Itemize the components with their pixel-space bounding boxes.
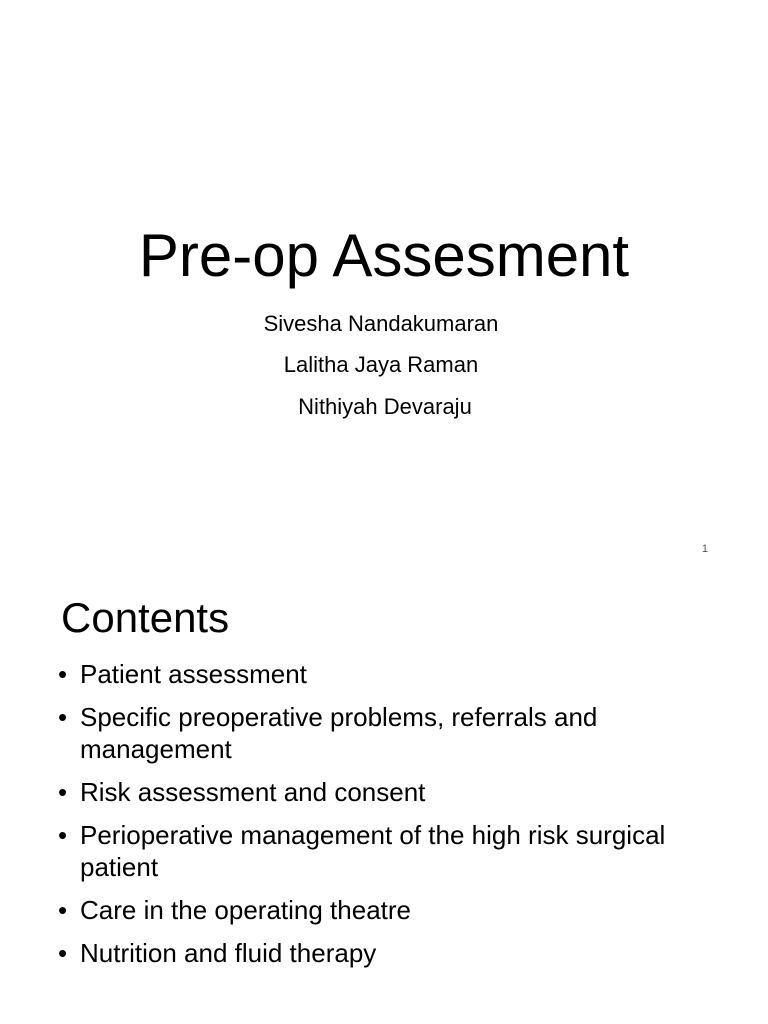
bullet-icon: • [58, 938, 68, 968]
contents-title: Contents [61, 594, 230, 641]
list-item [58, 658, 718, 690]
list-item-text: Perioperative management of the high risk surgical patient [80, 820, 666, 882]
bullet-icon: • [58, 702, 68, 732]
presentation-title: Pre-op Assesment [138, 222, 630, 289]
list-item [58, 819, 718, 883]
list-item-text: Patient assessment [80, 659, 307, 689]
list-item [58, 894, 718, 926]
contents-list [58, 658, 718, 980]
page-number: 1 [701, 543, 708, 555]
bullet-icon: • [58, 777, 68, 807]
list-item-text: Nutrition and fluid therapy [80, 938, 377, 968]
author-name: Sivesha Nandakumaran [263, 311, 499, 336]
author-name: Lalitha Jaya Raman [283, 352, 479, 377]
bullet-icon: • [58, 659, 68, 689]
contents-slide [0, 576, 768, 1024]
list-item-text: Care in the operating theatre [80, 895, 411, 925]
list-item [58, 937, 718, 969]
author-name: Nithiyah Devaraju [298, 394, 472, 419]
bullet-icon: • [58, 895, 68, 925]
list-item [58, 776, 718, 808]
bullet-icon: • [58, 820, 68, 850]
list-item-text: Risk assessment and consent [80, 777, 426, 807]
list-item-text: Specific preoperative problems, referrals and management [80, 702, 598, 764]
list-item [58, 701, 718, 765]
